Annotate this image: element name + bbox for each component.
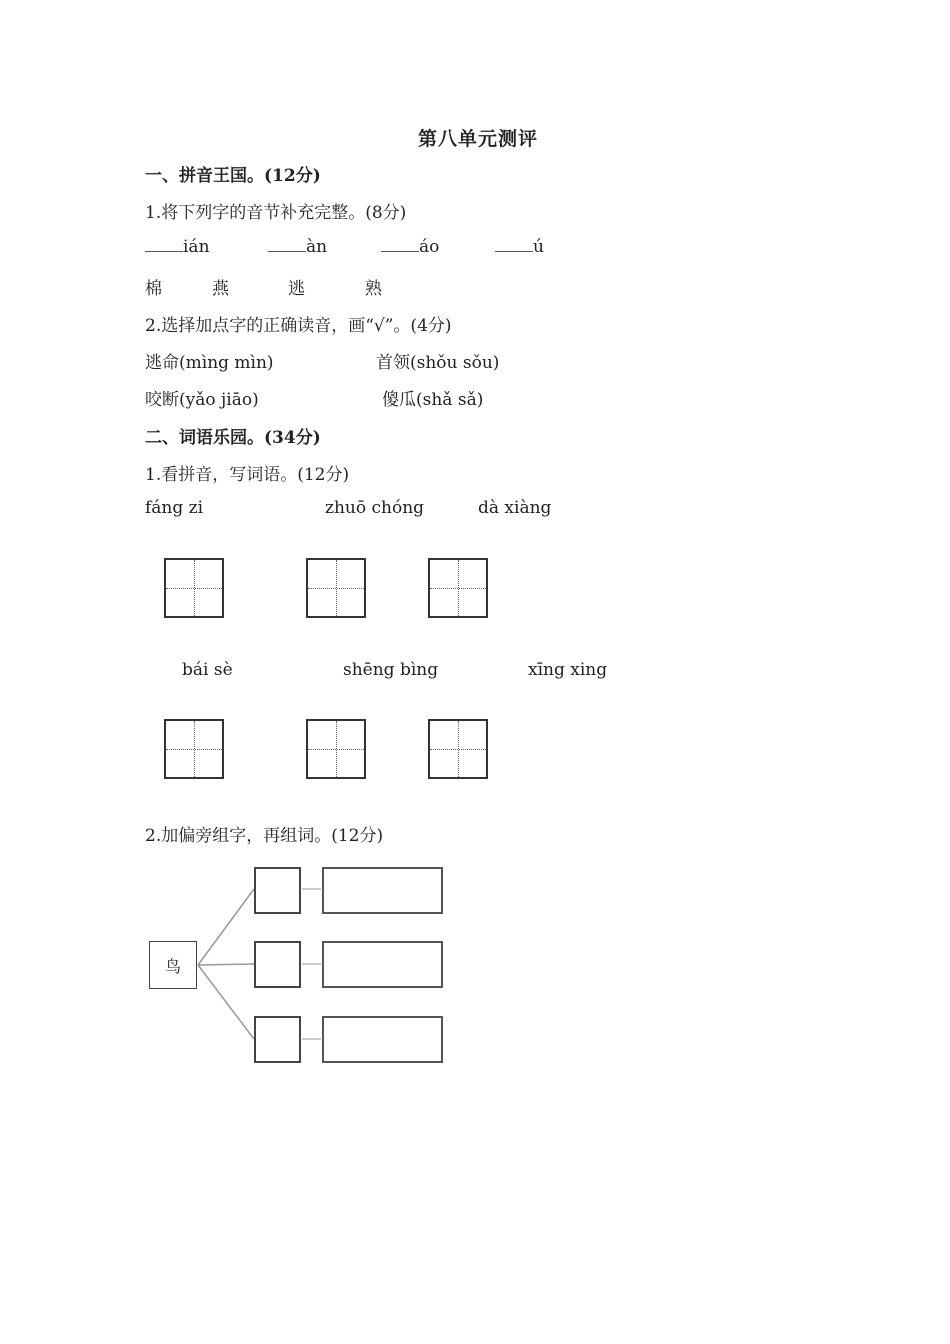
syllable-text: ián	[183, 237, 210, 257]
syllable-text: àn	[306, 237, 328, 257]
pinyin-fangzi: fáng zi	[145, 498, 204, 518]
s1-q2-prompt: 2.选择加点字的正确读音，画“√”。(4分)	[145, 316, 452, 336]
reading-choice-4[interactable]: 傻瓜(shǎ sǎ)	[382, 390, 484, 410]
pinyin-xingxing: xīng xing	[528, 660, 608, 680]
word-input-box[interactable]	[322, 867, 443, 914]
pinyin-daxiang: dà xiàng	[478, 498, 552, 518]
word-input-box[interactable]	[322, 1016, 443, 1063]
section-1-heading: 一、拼音王国。(12分)	[145, 166, 321, 186]
syllable-text: áo	[419, 237, 440, 257]
reading-choice-2[interactable]: 首领(shǒu sǒu)	[376, 353, 500, 373]
radical-input-box[interactable]	[254, 1016, 301, 1063]
word-input-box[interactable]	[322, 941, 443, 988]
pinyin-baise: bái sè	[182, 660, 233, 680]
syllable-text: ú	[533, 237, 544, 257]
pinyin-shengbing: shēng bìng	[343, 660, 439, 680]
s2-q1-prompt: 1.看拼音，写词语。(12分)	[145, 465, 350, 485]
radical-input-box[interactable]	[254, 867, 301, 914]
reading-choice-1[interactable]: 逃命(mìng mìn)	[145, 353, 274, 373]
char-2: 燕	[212, 279, 229, 299]
section-2-heading: 二、词语乐园。(34分)	[145, 428, 321, 448]
s1-q1-prompt: 1.将下列字的音节补充完整。(8分)	[145, 203, 407, 223]
char-1: 棉	[145, 279, 162, 299]
base-char: 鸟	[164, 956, 181, 976]
char-4: 熟	[365, 279, 382, 299]
s2-q2-prompt: 2.加偏旁组字，再组词。(12分)	[145, 826, 384, 846]
pinyin-zhuochong: zhuō chóng	[325, 498, 425, 518]
reading-choice-3[interactable]: 咬断(yǎo jiāo)	[145, 390, 259, 410]
page-title: 第八单元测评	[418, 128, 539, 150]
base-char-box	[149, 941, 197, 989]
char-3: 逃	[288, 279, 305, 299]
radical-input-box[interactable]	[254, 941, 301, 988]
